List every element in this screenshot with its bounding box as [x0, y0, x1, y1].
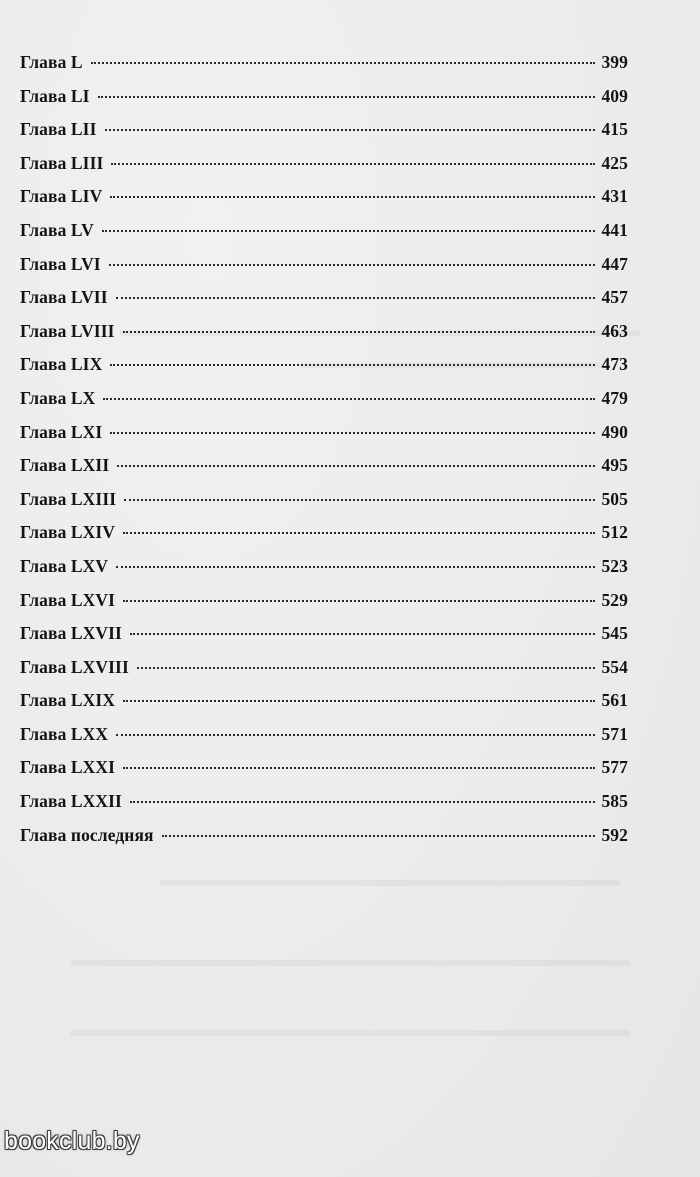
toc-entry[interactable] — [20, 590, 628, 624]
chapter-title: Глава LV — [20, 219, 94, 240]
chapter-title: Глава LXIX — [20, 690, 116, 711]
page-number: 463 — [601, 320, 628, 341]
dot-leader — [110, 196, 595, 198]
dot-leader — [110, 432, 595, 434]
toc-entry[interactable] — [20, 791, 628, 825]
dot-leader — [123, 700, 595, 702]
dot-leader — [116, 566, 595, 568]
page-number: 399 — [601, 52, 628, 72]
page-number: 577 — [601, 757, 628, 778]
dot-leader — [123, 600, 595, 602]
table-of-contents — [20, 52, 628, 858]
dot-leader — [98, 96, 596, 98]
toc-entry[interactable] — [20, 254, 628, 288]
chapter-title: Глава LXVII — [20, 623, 122, 644]
dot-leader — [130, 801, 595, 803]
page-number: 571 — [601, 723, 628, 744]
bleed-through-line — [160, 880, 620, 886]
toc-entry[interactable] — [20, 825, 628, 859]
dot-leader — [109, 264, 596, 266]
toc-entry[interactable] — [20, 455, 628, 489]
dot-leader — [117, 465, 595, 467]
toc-entry[interactable] — [20, 690, 628, 724]
page-number: 554 — [601, 656, 628, 677]
chapter-title: Глава LXX — [20, 723, 109, 744]
page-number: 529 — [601, 589, 628, 610]
chapter-title: Глава LXV — [20, 555, 109, 576]
page-number: 425 — [601, 152, 628, 173]
chapter-title: Глава LVIII — [20, 320, 115, 341]
chapter-title: Глава LIII — [20, 152, 104, 173]
toc-entry[interactable] — [20, 489, 628, 523]
chapter-title: Глава LVII — [20, 287, 108, 308]
page-number: 592 — [601, 824, 628, 845]
toc-entry[interactable] — [20, 186, 628, 220]
chapter-title: Глава LVI — [20, 253, 101, 274]
bleed-through-line — [70, 1030, 630, 1036]
dot-leader — [123, 767, 595, 769]
chapter-title: Глава LI — [20, 85, 90, 106]
chapter-title: Глава LXXII — [20, 791, 122, 812]
toc-entry[interactable] — [20, 556, 628, 590]
toc-entry[interactable] — [20, 52, 628, 86]
toc-entry[interactable] — [20, 354, 628, 388]
dot-leader — [162, 835, 596, 837]
toc-entry[interactable] — [20, 623, 628, 657]
chapter-title: Глава LXVI — [20, 589, 116, 610]
dot-leader — [102, 230, 596, 232]
toc-entry[interactable] — [20, 757, 628, 791]
toc-entry[interactable] — [20, 119, 628, 153]
bleed-through-line — [70, 960, 630, 966]
page-number: 561 — [601, 690, 628, 711]
chapter-title: Глава LII — [20, 119, 97, 140]
toc-entry[interactable] — [20, 522, 628, 556]
dot-leader — [130, 633, 595, 635]
chapter-title: Глава LXVIII — [20, 656, 129, 677]
chapter-title: Глава L — [20, 52, 83, 72]
toc-entry[interactable] — [20, 287, 628, 321]
chapter-title: Глава LXIII — [20, 488, 117, 509]
toc-entry[interactable] — [20, 220, 628, 254]
toc-entry[interactable] — [20, 153, 628, 187]
page-number: 505 — [601, 488, 628, 509]
chapter-title: Глава LXII — [20, 455, 110, 476]
toc-entry[interactable] — [20, 86, 628, 120]
page-number: 495 — [601, 455, 628, 476]
dot-leader — [123, 532, 595, 534]
toc-entry[interactable] — [20, 724, 628, 758]
dot-leader — [123, 331, 596, 333]
dot-leader — [110, 364, 595, 366]
chapter-title: Глава LIX — [20, 354, 103, 375]
dot-leader — [91, 62, 596, 64]
page-number: 457 — [601, 287, 628, 308]
dot-leader — [137, 667, 596, 669]
chapter-title: Глава LX — [20, 387, 96, 408]
toc-entry[interactable] — [20, 422, 628, 456]
page-number: 447 — [601, 253, 628, 274]
page-number: 431 — [601, 186, 628, 207]
page-number: 512 — [601, 522, 628, 543]
toc-entry[interactable] — [20, 657, 628, 691]
dot-leader — [103, 398, 595, 400]
page-number: 490 — [601, 421, 628, 442]
chapter-title: Глава LIV — [20, 186, 103, 207]
page-number: 545 — [601, 623, 628, 644]
toc-entry[interactable] — [20, 321, 628, 355]
dot-leader — [111, 163, 595, 165]
page-number: 523 — [601, 555, 628, 576]
dot-leader — [116, 297, 596, 299]
dot-leader — [105, 129, 596, 131]
page-number: 409 — [601, 85, 628, 106]
page-number: 415 — [601, 119, 628, 140]
page-number: 473 — [601, 354, 628, 375]
page-number: 441 — [601, 219, 628, 240]
chapter-title: Глава LXXI — [20, 757, 116, 778]
chapter-title: Глава последняя — [20, 824, 154, 845]
page-number: 479 — [601, 387, 628, 408]
dot-leader — [116, 734, 595, 736]
toc-entry[interactable] — [20, 388, 628, 422]
dot-leader — [124, 499, 595, 501]
chapter-title: Глава LXIV — [20, 522, 116, 543]
chapter-title: Глава LXI — [20, 421, 103, 442]
page-number: 585 — [601, 791, 628, 812]
watermark-logo: bookclub.by — [4, 1127, 140, 1155]
